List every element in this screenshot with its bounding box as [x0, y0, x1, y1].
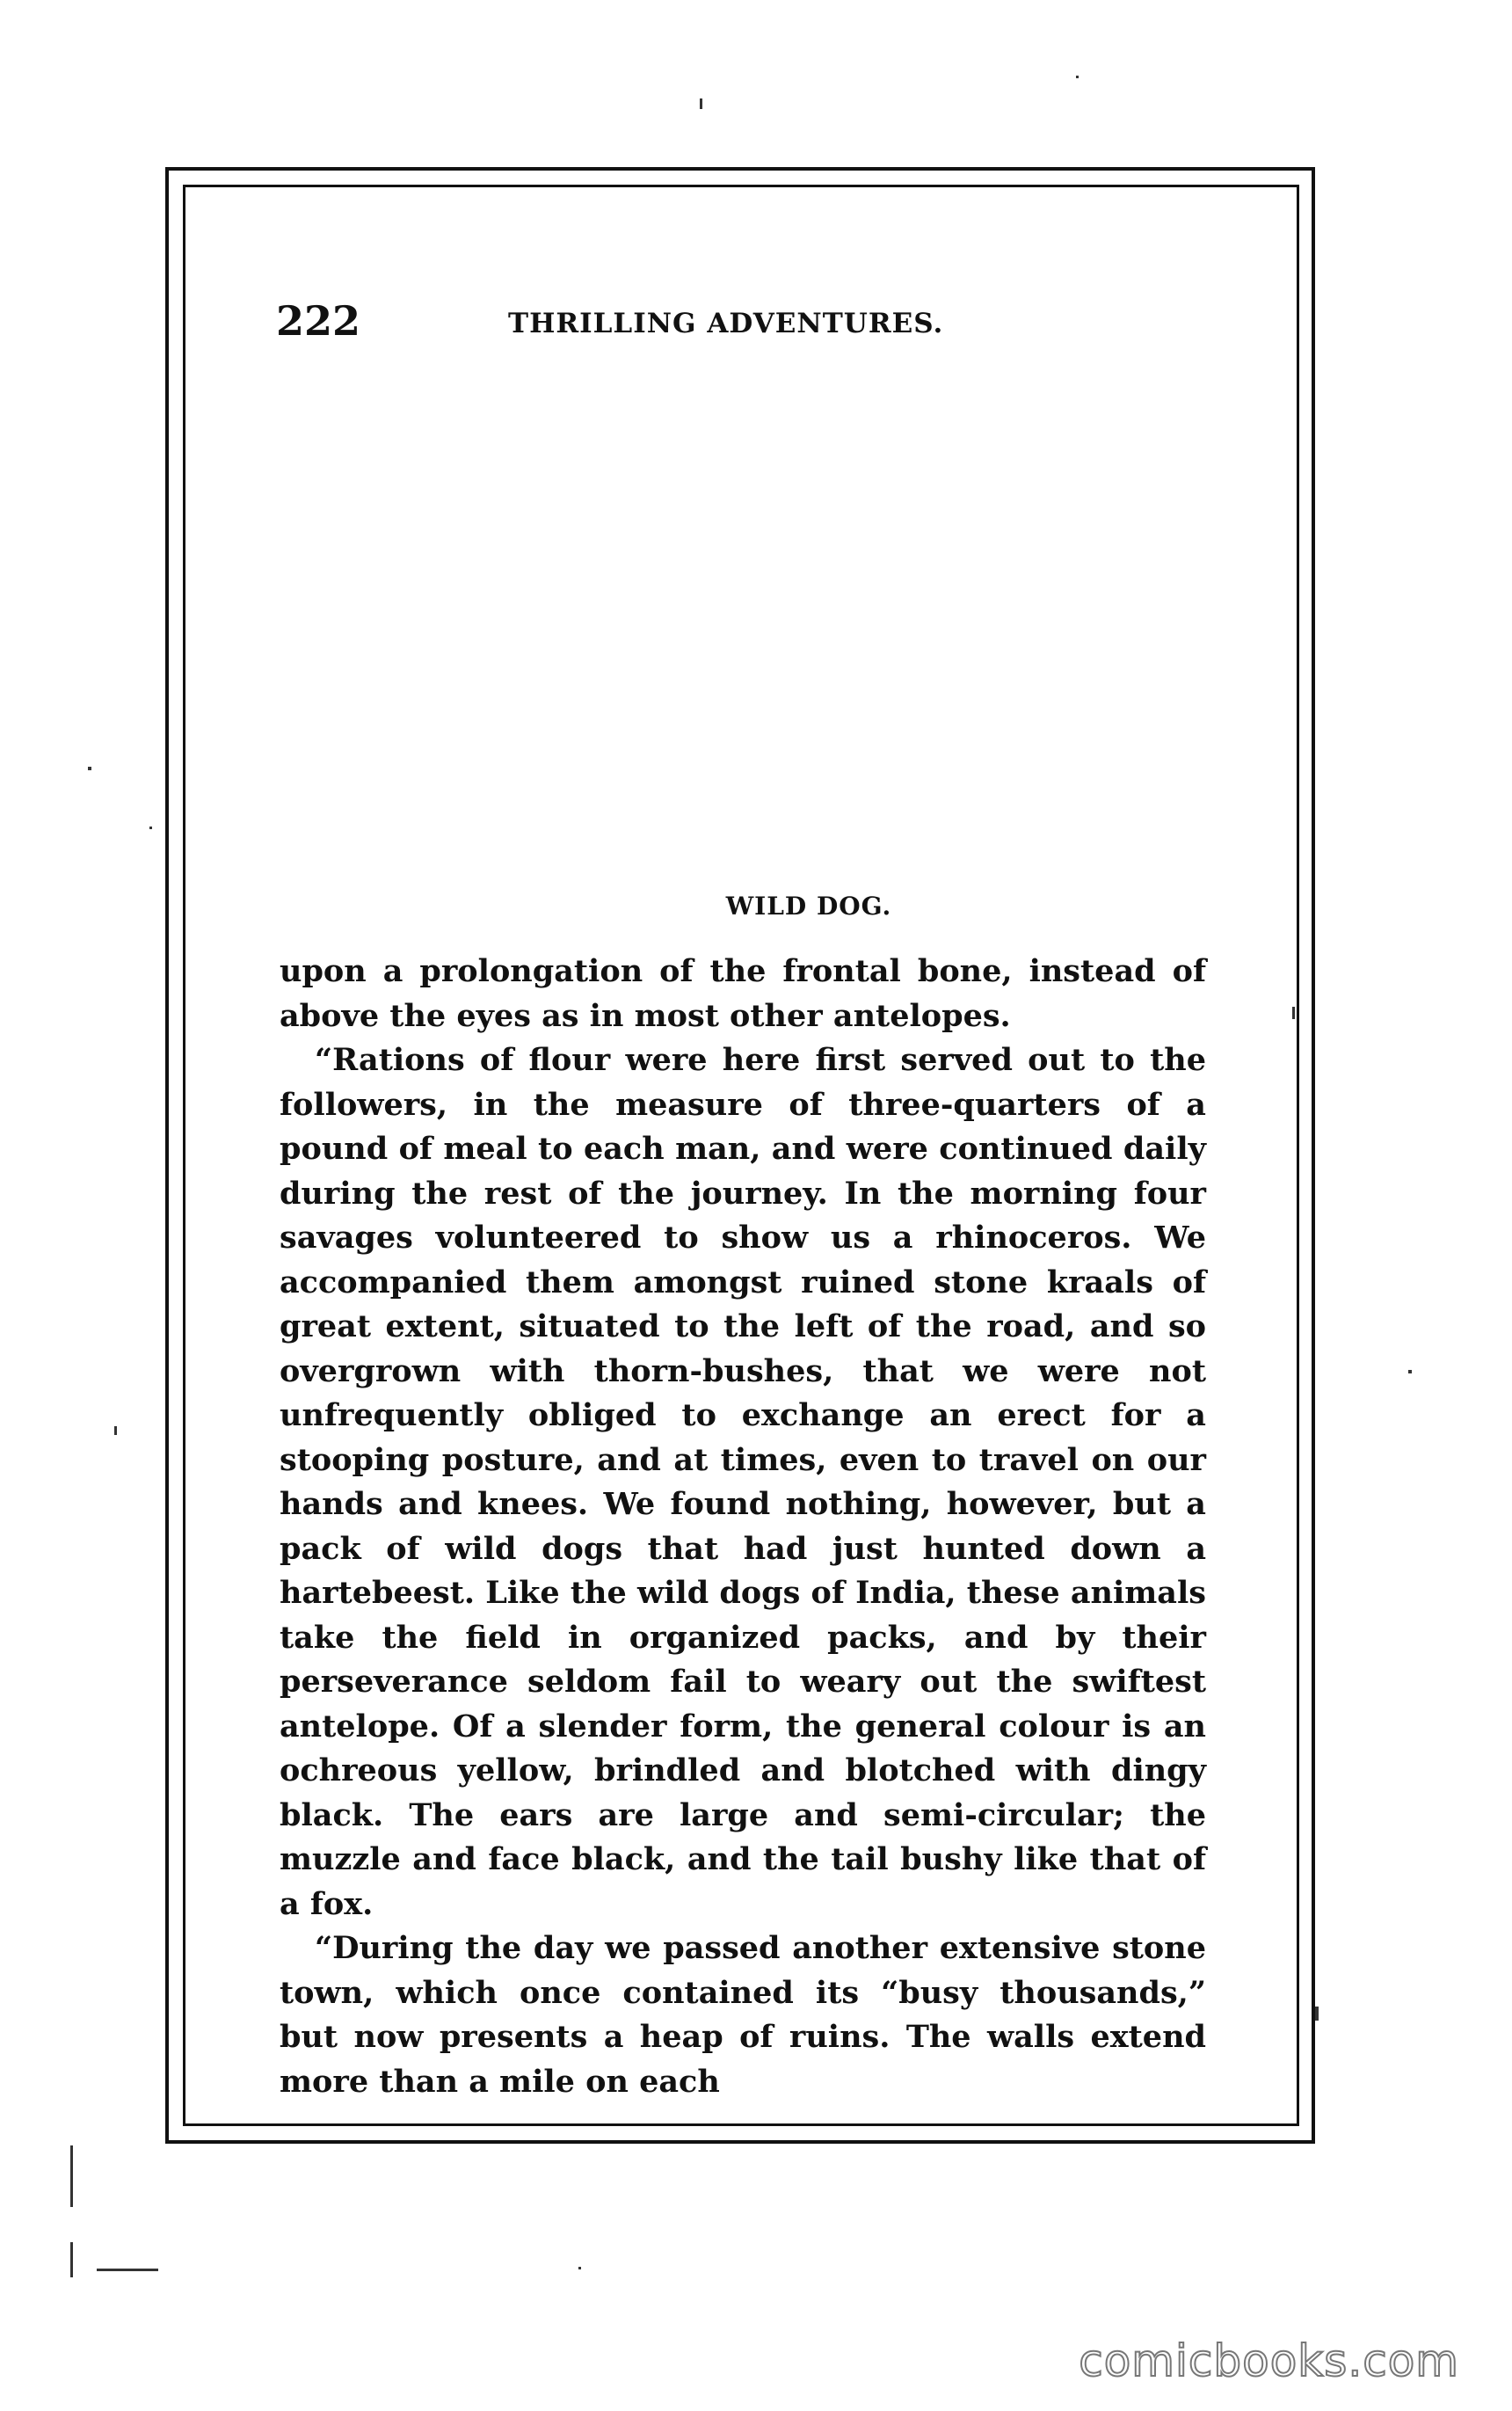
paragraph: “Rations of flour were here first served out to the followers, in the measure of three-quarters of a pound of meal to each man, and were continued daily during the rest of the journey. In the morning four savages volunteered to show us a rhinoceros. We accompanied them amongst ruined stone kraals of great extent, situated to the left of the road, and so overgrown with thorn-bushes, that we were not unfrequently obliged to exchange an erect for a stooping posture, and at times, even to travel on our hands and knees. We found nothing, however, but a pack of wild dogs that had just hunted down a hartebeest. Like the wild dogs of India, these animals take the field in organized packs, and by their perseverance seldom fail to weary out the swiftest antelope. Of a slender form, the general colour is an ochreous yellow, brindled and blotched with dingy black. The ears are large and semi-circular; the muzzle and face black, and the tail bushy like that of a fox. — [280, 1042, 1206, 1922]
paragraph: “During the day we passed another extensive stone town, which once contained its “busy thousands,” but now presents a heap of ruins. The walls extend more than a mile on each — [280, 1930, 1206, 2100]
running-head: THRILLING ADVENTURES. — [508, 308, 944, 339]
watermark: comicbooks.com — [1079, 2335, 1459, 2386]
page-number: 222 — [276, 297, 361, 345]
paragraph: upon a prolongation of the frontal bone, instead of above the eyes as in most other antelopes. — [280, 953, 1206, 1034]
figure-caption: WILD DOG. — [725, 892, 892, 921]
